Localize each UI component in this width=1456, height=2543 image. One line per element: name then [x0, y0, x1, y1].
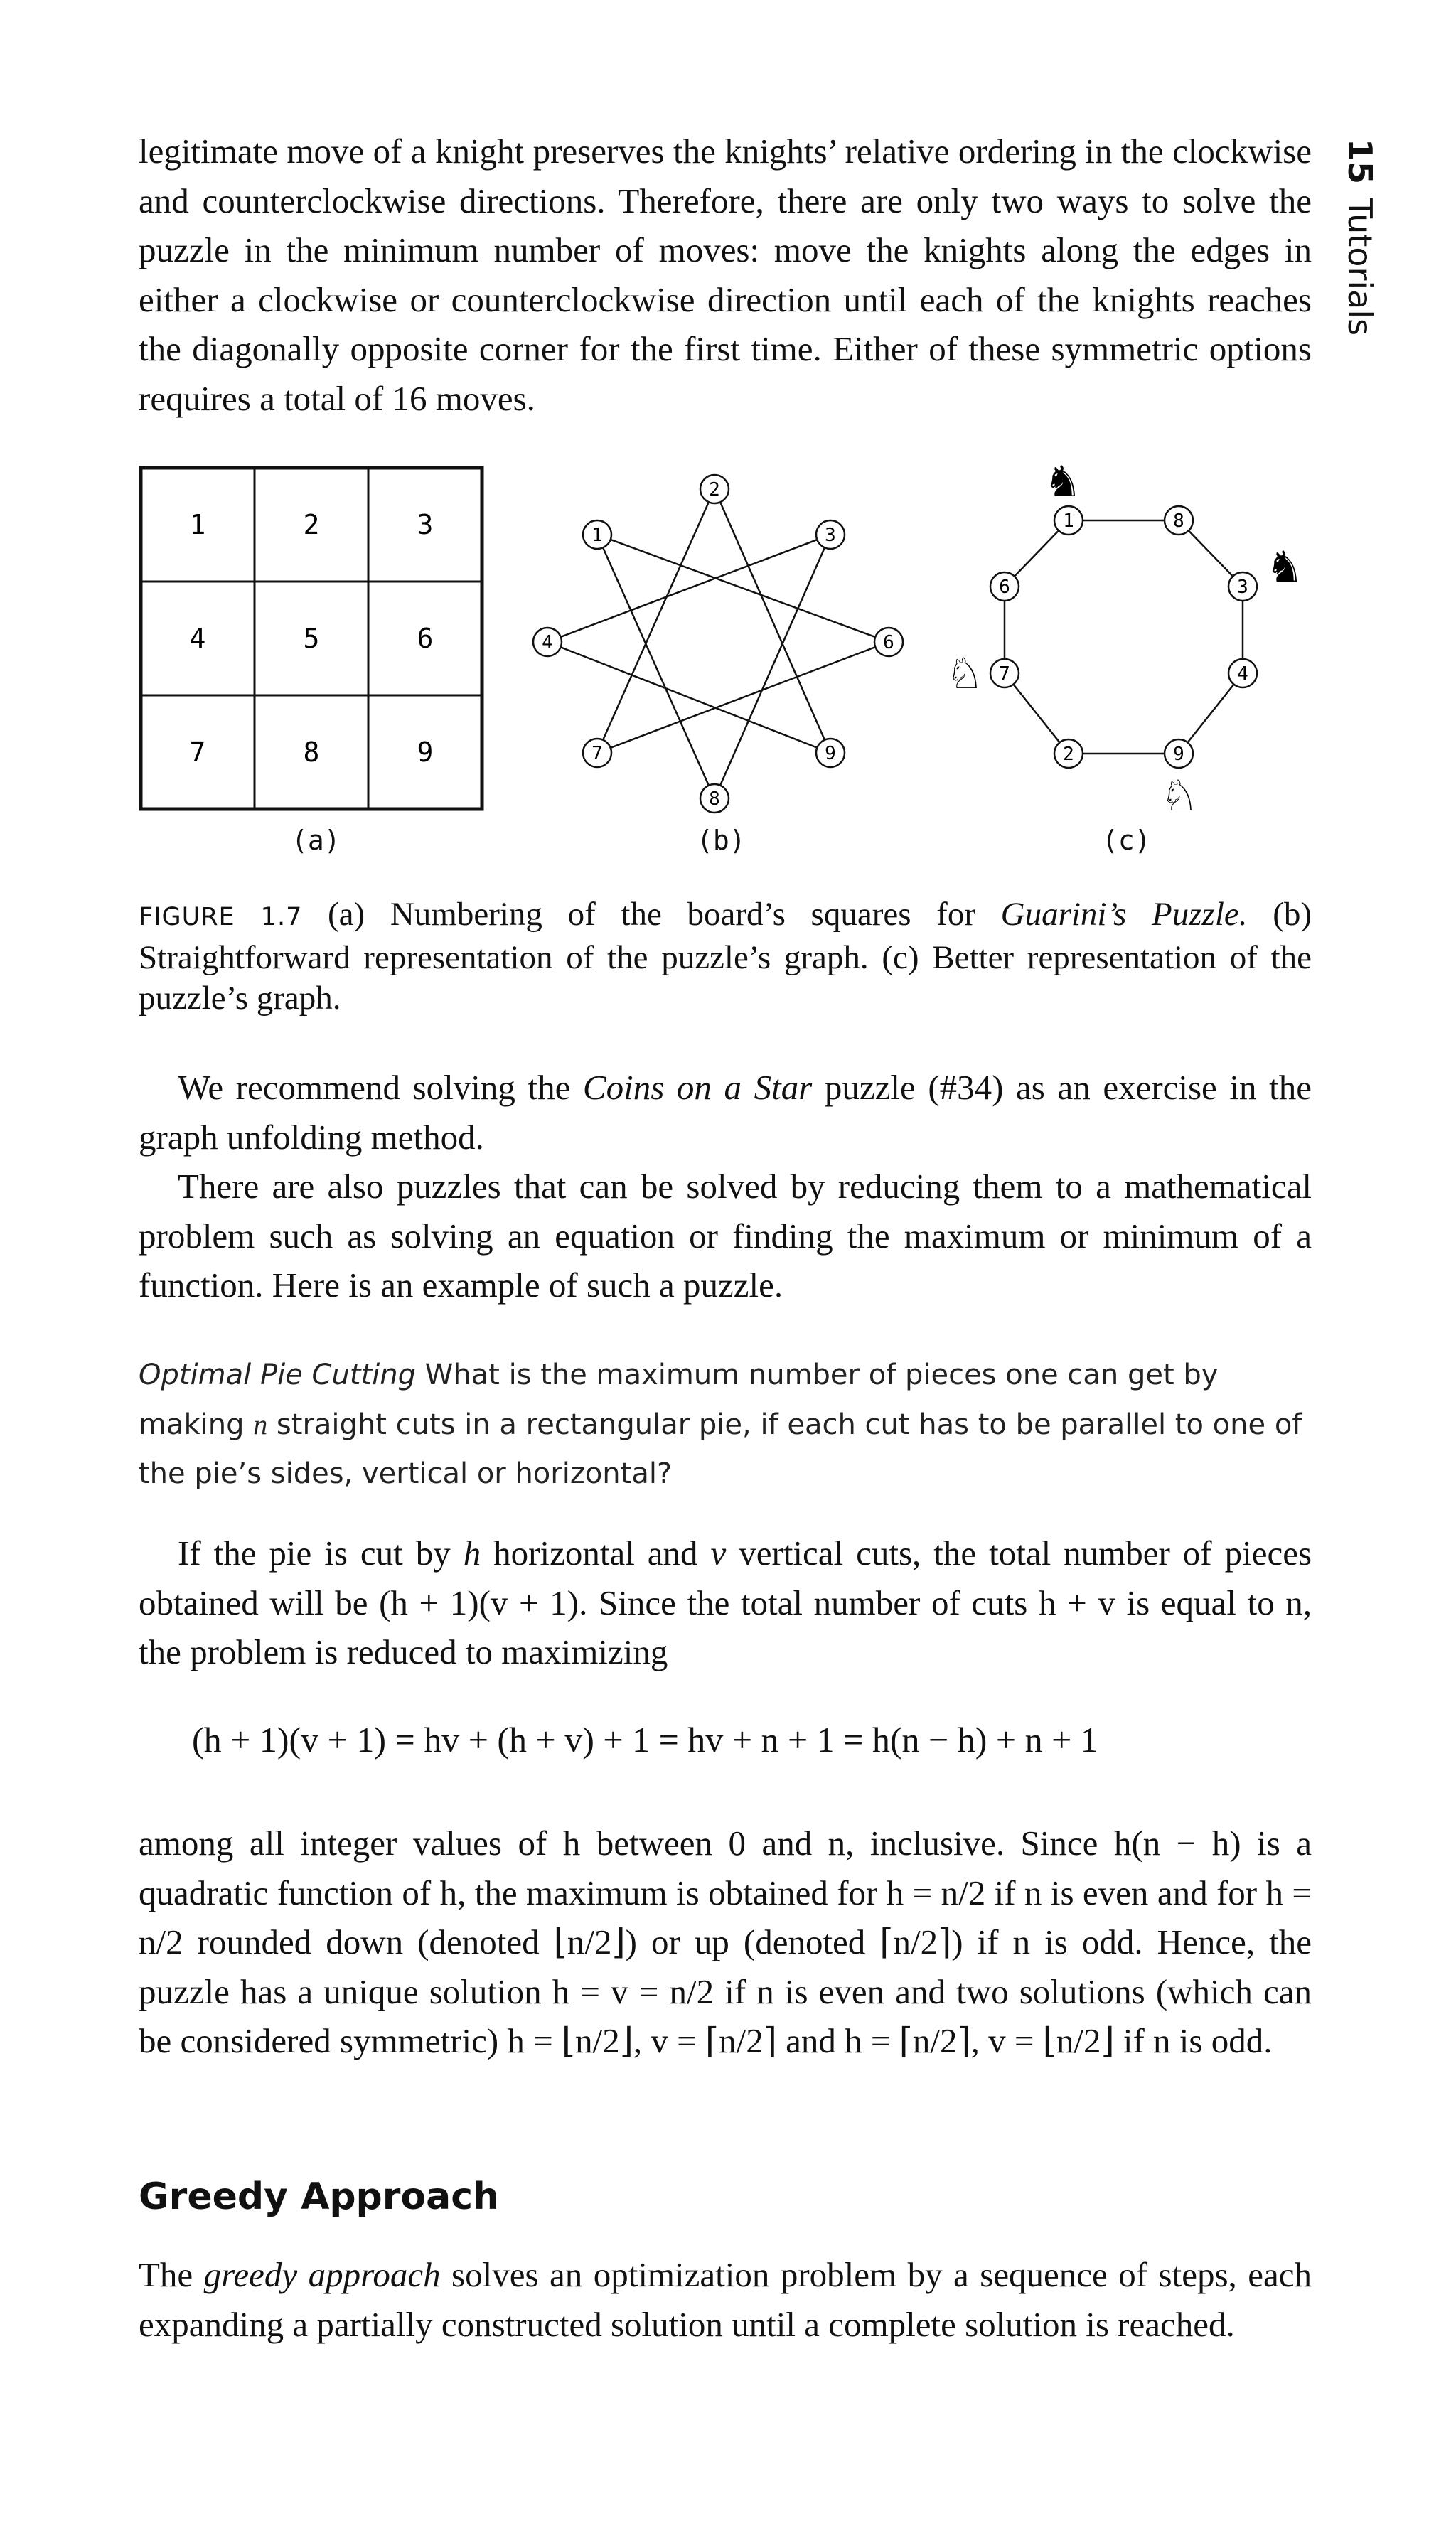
puzzle-title: Optimal Pie Cutting	[139, 1359, 417, 1391]
top-paragraph-block	[139, 127, 1312, 423]
coins-paragraph: We recommend solving the Coins on a Star puzzle (#34) as an exercise in the graph unfolding method.	[139, 1068, 1312, 1157]
greedy-paragraph-block	[139, 2250, 1312, 2349]
grid-cell-1: 1	[189, 509, 206, 540]
oct-node-2: 2	[1063, 744, 1074, 765]
oct-node-3: 3	[1237, 577, 1248, 598]
among-paragraph: among all integer values of h between 0 and n, inclusive. Since h(n − h) is a quadratic function of h, the maximum is obtained for h = n/2 if n is even and for h = n/2 rounded down (denoted ⌊n/2⌋) or up (denoted ⌈n/2⌉) if n is odd. Hence, the puzzle has a unique solution h = v = n/2 if n is even and two solutions (which can be considered symmetric) h = ⌊n/2⌋, v = ⌈n/2⌉ and h = ⌈n/2⌉, v = ⌊n/2⌋ if n is odd.	[139, 1824, 1312, 2060]
star-node-4: 4	[542, 632, 553, 653]
star-node-3: 3	[825, 525, 836, 546]
figure-label-b: (b)	[697, 825, 746, 856]
oct-node-1: 1	[1063, 510, 1074, 532]
grid-cell-7: 7	[189, 737, 206, 768]
grid-cell-8: 8	[303, 737, 320, 768]
grid-cell-6: 6	[417, 623, 434, 654]
star-node-7: 7	[592, 743, 603, 764]
coins-puzzle-title: Coins on a Star	[582, 1068, 813, 1107]
figure-label-c: (c)	[1102, 825, 1151, 856]
figure-caption: FIGURE 1.7 (a) Numbering of the board’s squares for Guarini’s Puzzle. (b) Straightforward representation of the puzzle’s graph. (c) Better representation of the puzzle’s graph.	[139, 896, 1312, 1017]
board-grid-figure	[139, 466, 487, 818]
pie-paragraph: If the pie is cut by h horizontal and v vertical cuts, the total number of pieces obtained will be (h + 1)(v + 1). Since the total number of cuts h + v is equal to n, the problem is reduced to maximizing	[139, 1533, 1312, 1671]
black-knight-icon: ♞	[1044, 457, 1082, 507]
star-node-9: 9	[825, 743, 836, 764]
grid-cell-5: 5	[303, 623, 320, 654]
oct-node-6: 6	[999, 577, 1010, 598]
reduce-paragraph: There are also puzzles that can be solved by reducing them to a mathematical problem such as solving an equation or finding the maximum or minimum of a function. Here is an example of such a puzzle.	[139, 1167, 1312, 1305]
running-head	[1337, 139, 1386, 352]
caption-puzzle-title: Guarini’s Puzzle.	[1000, 896, 1248, 933]
grid-cell-2: 2	[303, 509, 320, 540]
greedy-paragraph: The greedy approach solves an optimization problem by a sequence of steps, each expanding a partially constructed solution until a complete solution is reached.	[139, 2255, 1312, 2344]
figure-number: FIGURE 1.7	[139, 903, 303, 931]
white-knight-icon: ♘	[1160, 771, 1199, 821]
octagon-graph-figure	[931, 455, 1329, 825]
oct-node-4: 4	[1237, 663, 1248, 685]
star-node-8: 8	[709, 788, 720, 810]
section-title: Tutorials	[1341, 198, 1379, 336]
page-number: 15	[1341, 139, 1379, 185]
grid-cell-3: 3	[417, 509, 434, 540]
figure-label-a: (a)	[291, 825, 341, 856]
grid-cell-4: 4	[189, 623, 206, 654]
top-paragraph: legitimate move of a knight preserves the knights’ relative ordering in the clockwise and counterclockwise directions. Therefore, there are only two ways to solve the puzzle in the minimum number of moves: move the knights along the edges in either a clockwise or counterclockwise direction until each of the knights reaches the diagonally opposite corner for the first time. Either of these symmetric options requires a total of 16 moves.	[139, 132, 1312, 418]
star-node-1: 1	[592, 525, 603, 546]
display-equation: (h + 1)(v + 1) = hv + (h + v) + 1 = hv + n + 1 = h(n − h) + n + 1	[192, 1720, 1098, 1760]
oct-node-7: 7	[999, 663, 1010, 685]
oct-node-9: 9	[1173, 744, 1184, 765]
star-graph-figure	[519, 469, 917, 818]
coins-paragraph-block	[139, 1063, 1312, 1310]
oct-node-8: 8	[1173, 510, 1184, 532]
among-paragraph-block	[139, 1819, 1312, 2066]
white-knight-icon: ♘	[946, 649, 984, 699]
puzzle-statement: Optimal Pie Cutting What is the maximum number of pieces one can get by making n straight cuts in a rectangular pie, if each cut has to be parallel to one of the pie’s sides, vertical or horizontal?	[139, 1359, 1302, 1490]
section-heading: Greedy Approach	[139, 2175, 500, 2218]
star-node-2: 2	[709, 479, 720, 500]
star-node-6: 6	[883, 632, 894, 653]
pie-paragraph-block	[139, 1529, 1312, 1677]
black-knight-icon: ♞	[1265, 542, 1304, 592]
greedy-term: greedy approach	[203, 2255, 441, 2294]
grid-cell-9: 9	[417, 737, 434, 768]
